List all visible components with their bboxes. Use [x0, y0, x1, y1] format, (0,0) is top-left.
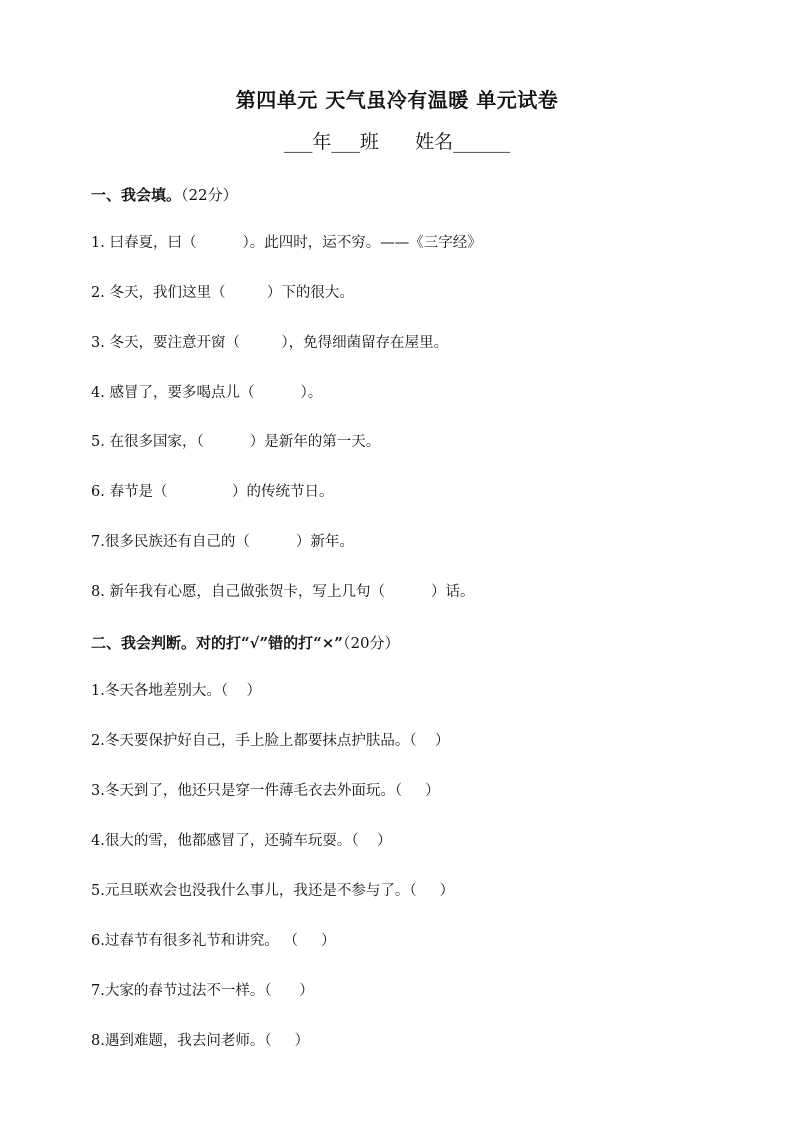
judge-item: 4.很大的雪，他都感冒了，还骑车玩耍。（ ） — [91, 833, 392, 849]
section-1-heading — [91, 184, 238, 205]
judge-item: 6.过春节有很多礼节和讲究。 （ ） — [91, 933, 336, 949]
page-title: 第四单元 天气虽冷有温暖 单元试卷 — [235, 88, 559, 112]
fill-item: 2. 冬天，我们这里（ ）下的很大。 — [91, 285, 354, 301]
fill-item: 4. 感冒了，要多喝点儿（ ）。 — [91, 385, 323, 401]
judge-item: 1.冬天各地差别大。（ ） — [91, 683, 262, 699]
class-name-line: ___年___班 姓名______ — [283, 131, 511, 153]
section-2-heading — [91, 632, 400, 653]
judge-item: 5.元旦联欢会也没我什么事儿，我还是不参与了。（ ） — [91, 883, 455, 899]
section-1-heading-text: 一、我会填。 — [91, 186, 182, 204]
judge-item: 3.冬天到了，他还只是穿一件薄毛衣去外面玩。（ ） — [91, 783, 440, 799]
fill-item: 5. 在很多国家，（ ）是新年的第一天。 — [91, 434, 381, 450]
section-2-score: （20分） — [342, 634, 400, 652]
judge-item: 2.冬天要保护好自己，手上脸上都要抹点护肤品。（ ） — [91, 733, 450, 749]
fill-item: 3. 冬天，要注意开窗（ ），免得细菌留存在屋里。 — [91, 335, 449, 351]
section-2-heading-text: 二、我会判断。对的打“√”错的打“×” — [91, 634, 343, 652]
fill-item: 8. 新年我有心愿，自己做张贺卡，写上几句（ ）话。 — [91, 584, 475, 600]
fill-item: 6. 春节是（ ）的传统节日。 — [91, 484, 334, 500]
fill-item: 7.很多民族还有自己的（ ）新年。 — [91, 534, 354, 550]
fill-item: 1. 曰春夏，曰（ ）。此四时，运不穷。——《三字经》 — [91, 235, 482, 251]
judge-item: 7.大家的春节过法不一样。（ ） — [91, 983, 314, 999]
judge-item: 8.遇到难题，我去问老师。（ ） — [91, 1033, 310, 1049]
section-1-score: （22分） — [181, 186, 238, 204]
